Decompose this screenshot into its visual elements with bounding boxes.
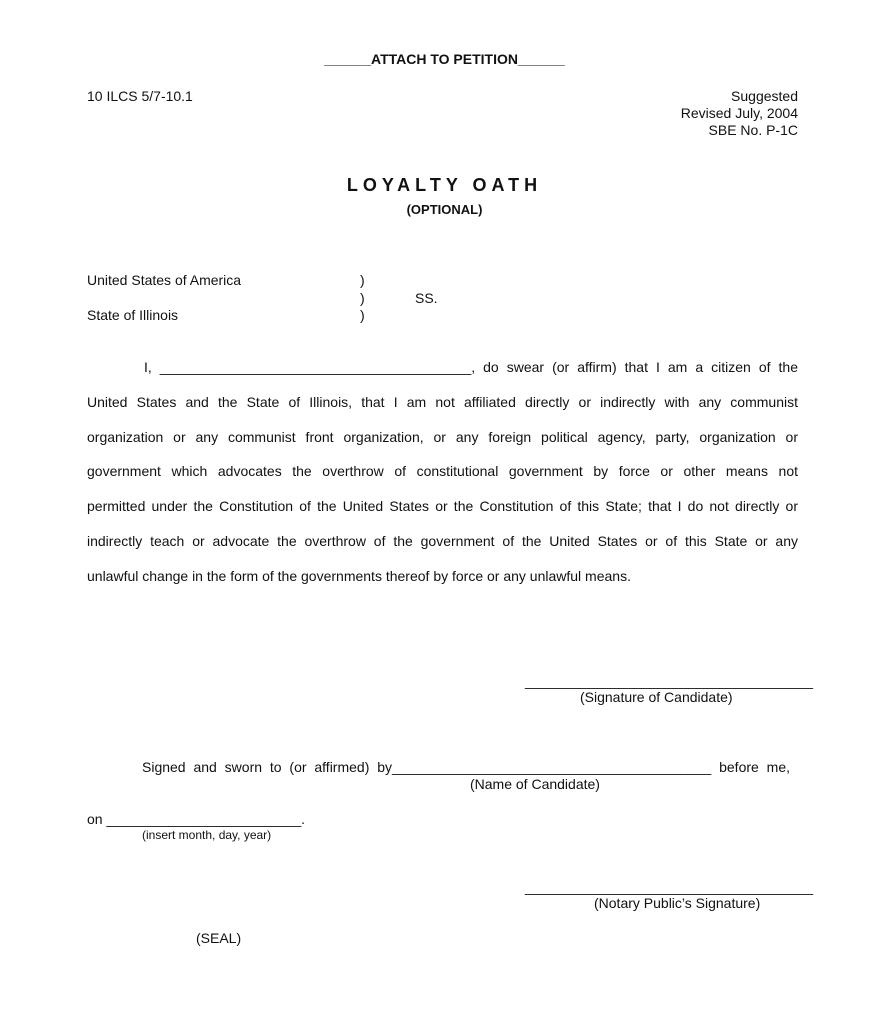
date-label: (insert month, day, year)	[142, 828, 272, 842]
oath-line: unlawful change in the form of the governments thereof by force or any unlawful means.	[87, 568, 631, 584]
venue-paren: )	[360, 272, 365, 288]
venue-country: United States of America	[87, 272, 242, 288]
oath-line: I, ________________________________________, do swear (or affirm) that I am a citizen of the	[144, 359, 798, 375]
document-title: LOYALTY OATH	[346, 175, 543, 195]
candidate-name-label: (Name of Candidate)	[470, 776, 600, 792]
sworn-statement: Signed and sworn to (or affirmed) by_________________________________________ before me,	[142, 759, 790, 775]
oath-line: organization or any communist front organization, or any foreign political agency, party, organization or	[87, 429, 798, 445]
notary-signature-label: (Notary Public’s Signature)	[594, 895, 761, 911]
oath-line: indirectly teach or advocate the overthrow of the government of the United States or of this State or any	[87, 533, 798, 549]
venue-paren: )	[360, 307, 365, 323]
form-number: SBE No. P-1C	[708, 122, 798, 138]
venue-state: State of Illinois	[87, 307, 179, 323]
document-subtitle: (OPTIONAL)	[406, 202, 483, 217]
venue-paren: )	[360, 290, 365, 306]
candidate-signature-line: _____________________________________	[525, 673, 814, 689]
form-status: Suggested	[731, 88, 798, 104]
venue-ss: SS.	[415, 290, 438, 306]
candidate-signature-label: (Signature of Candidate)	[580, 689, 733, 705]
statute-reference: 10 ILCS 5/7-10.1	[87, 88, 193, 104]
seal-label: (SEAL)	[196, 930, 242, 946]
attach-to-petition-heading: ______ATTACH TO PETITION______	[324, 51, 565, 67]
notary-signature-line: _____________________________________	[525, 879, 814, 895]
date-line: on _________________________.	[87, 811, 306, 827]
oath-line: United States and the State of Illinois, that I am not affiliated directly or indirectly with any communist	[87, 394, 798, 410]
revision-date: Revised July, 2004	[680, 105, 798, 121]
oath-line: permitted under the Constitution of the United States or the Constitution of this State; that I do not directly or	[87, 498, 798, 514]
oath-line: government which advocates the overthrow of constitutional government by force or other means not	[87, 463, 798, 479]
